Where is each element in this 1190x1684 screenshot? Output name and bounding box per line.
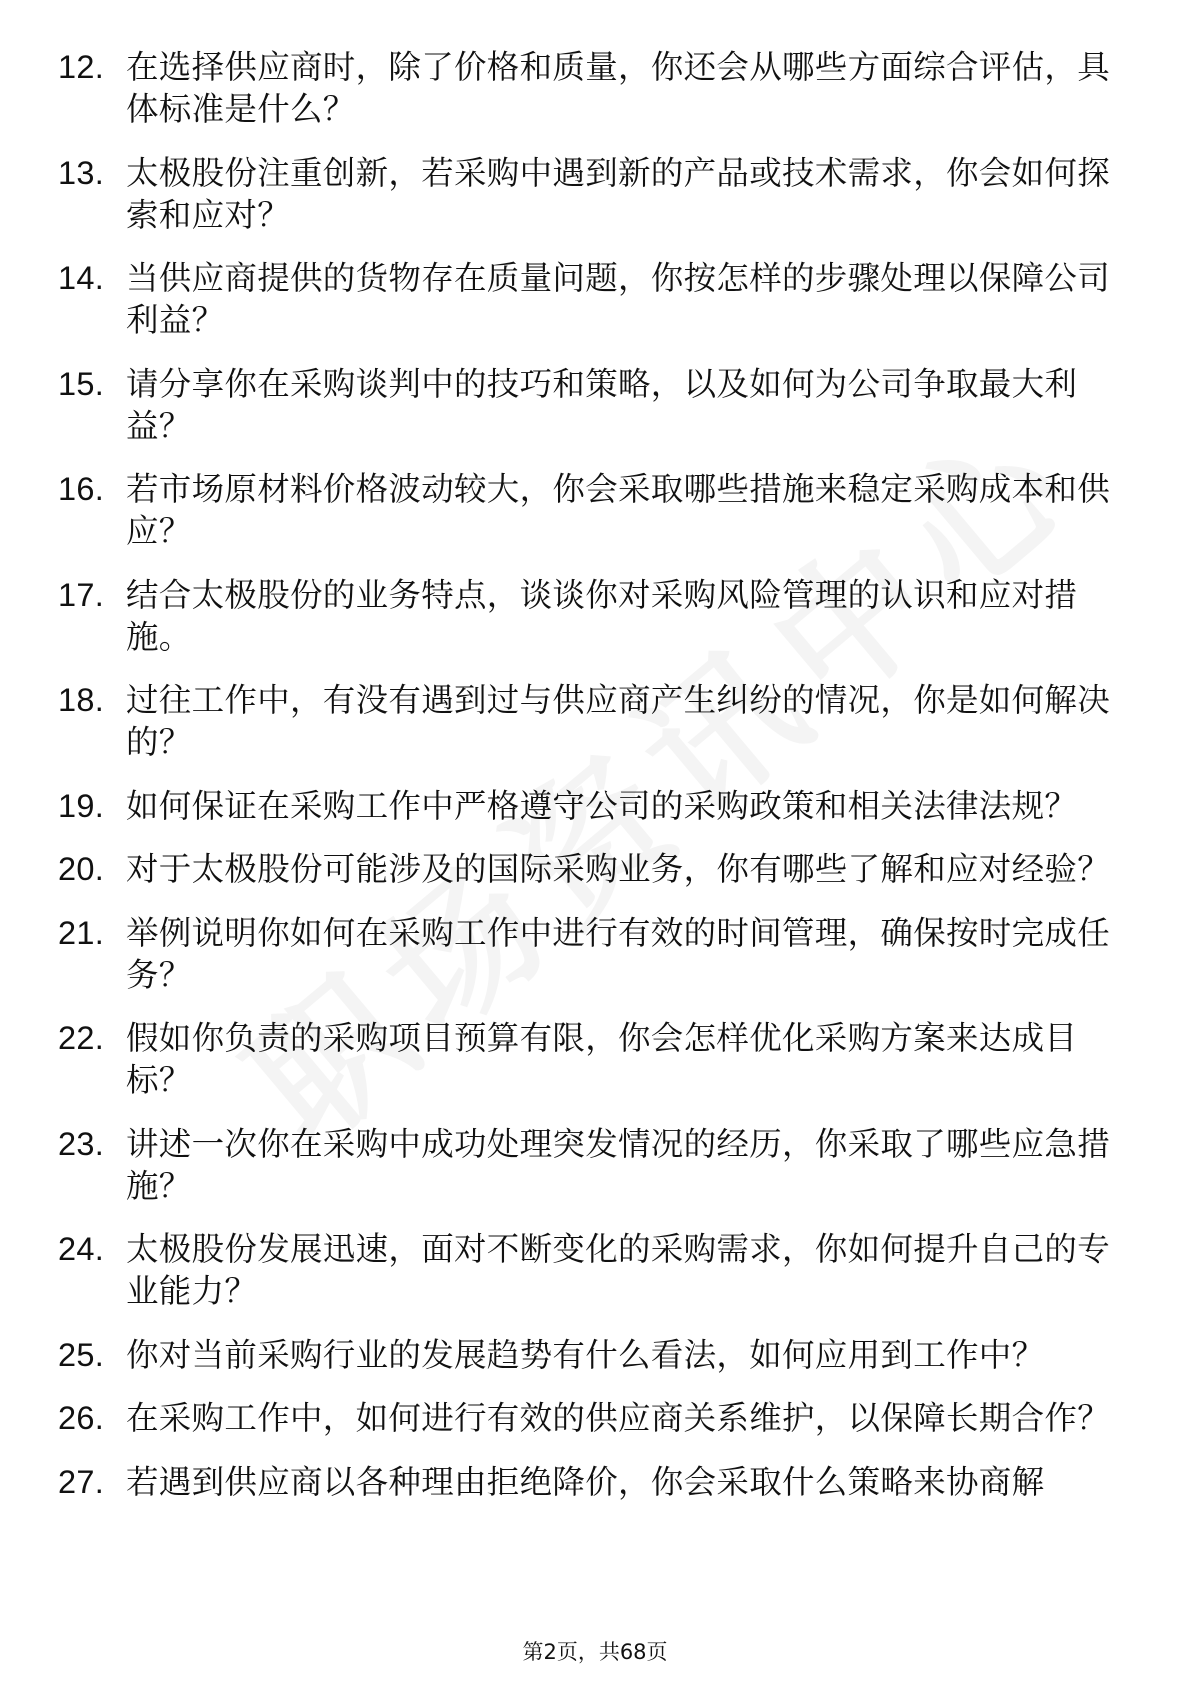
question-text: 举例说明你如何在采购工作中进行有效的时间管理，确保按时完成任务？	[126, 913, 1111, 994]
question-text: 若遇到供应商以各种理由拒绝降价，你会采取什么策略来协商解	[126, 1462, 1045, 1501]
question-text: 你对当前采购行业的发展趋势有什么看法，如何应用到工作中？	[126, 1335, 1045, 1374]
question-number: 12.	[58, 49, 105, 85]
question-number: 15.	[58, 365, 105, 402]
question-item	[58, 468, 1138, 552]
question-item	[58, 848, 1138, 890]
question-text: 请分享你在采购谈判中的技巧和策略，以及如何为公司争取最大利益？	[126, 364, 1078, 445]
question-text: 讲述一次你在采购中成功处理突发情况的经历，你采取了哪些应急措施？	[126, 1124, 1111, 1205]
question-item	[58, 1334, 1138, 1376]
question-text: 结合太极股份的业务特点，谈谈你对采购风险管理的认识和应对措施。	[126, 575, 1078, 656]
question-item	[58, 574, 1138, 658]
question-item	[58, 912, 1138, 996]
question-item	[58, 1397, 1138, 1439]
question-number: 22.	[58, 1020, 105, 1056]
question-list	[58, 46, 1138, 1524]
question-number: 24.	[58, 1231, 105, 1267]
question-text: 在采购工作中，如何进行有效的供应商关系维护，以保障长期合作？	[126, 1399, 1111, 1437]
question-item	[58, 152, 1138, 236]
question-number: 23.	[58, 1125, 105, 1162]
question-number: 19.	[58, 787, 105, 824]
question-number: 14.	[58, 260, 105, 296]
question-text: 太极股份注重创新，若采购中遇到新的产品或技术需求，你会如何探索和应对？	[126, 153, 1111, 234]
question-text: 过往工作中，有没有遇到过与供应商产生纠纷的情况，你是如何解决的？	[126, 681, 1111, 761]
question-item	[58, 679, 1138, 763]
question-text: 若市场原材料价格波动较大，你会采取哪些措施来稳定采购成本和供应？	[126, 470, 1111, 550]
question-item	[58, 1461, 1138, 1503]
question-number: 16.	[58, 471, 105, 507]
question-item	[58, 785, 1138, 827]
question-number: 17.	[58, 576, 105, 613]
question-item	[58, 1017, 1138, 1101]
page-footer: 第2页，共68页	[522, 1640, 668, 1664]
question-number: 20.	[58, 851, 105, 887]
question-text: 假如你负责的采购项目预算有限，你会怎样优化采购方案来达成目标？	[126, 1019, 1078, 1099]
question-text: 在选择供应商时，除了价格和质量，你还会从哪些方面综合评估，具体标准是什么？	[126, 48, 1111, 128]
question-item	[58, 363, 1138, 447]
question-item	[58, 1228, 1138, 1312]
question-item	[58, 46, 1138, 130]
question-number: 26.	[58, 1400, 105, 1436]
question-text: 对于太极股份可能涉及的国际采购业务，你有哪些了解和应对经验？	[126, 850, 1111, 888]
question-number: 21.	[58, 914, 105, 951]
question-item	[58, 1123, 1138, 1207]
question-number: 25.	[58, 1336, 105, 1373]
question-item	[58, 257, 1138, 341]
question-number: 13.	[58, 154, 105, 191]
question-number: 27.	[58, 1463, 105, 1500]
question-text: 太极股份发展迅速，面对不断变化的采购需求，你如何提升自己的专业能力？	[126, 1230, 1111, 1310]
question-text: 当供应商提供的货物存在质量问题，你按怎样的步骤处理以保障公司利益？	[126, 259, 1111, 339]
question-text: 如何保证在采购工作中严格遵守公司的采购政策和相关法律法规？	[126, 786, 1078, 825]
question-number: 18.	[58, 682, 105, 718]
